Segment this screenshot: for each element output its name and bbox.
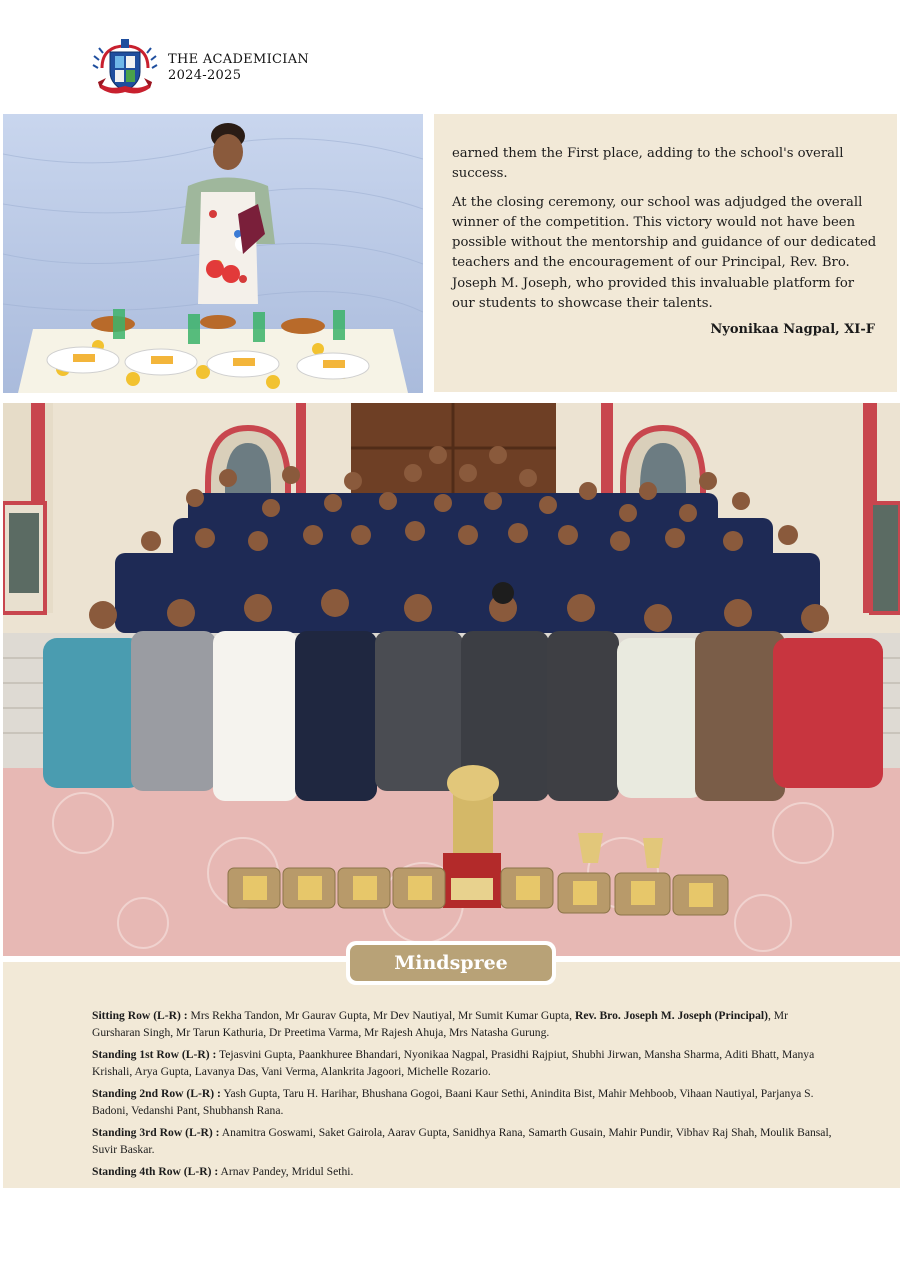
publication-year: 2024-2025 [168,68,242,83]
name-rows [92,1008,832,1187]
article-text-panel [434,114,897,392]
publication-title-block [168,52,309,84]
page-header [92,38,309,98]
standing-row-1-names: Tejasvini Gupta, Paankhuree Bhandari, Nyonikaa Nagpal, Prasidhi Rajpiut, Shubhi Jirwan, Mansha Sharma, Aditi Bhatt, Manya Krishali, Arya Gupta, Lavanya Das, Vani Verma, Alankrita Jagoori, Michelle Rozario. [92,1048,815,1078]
standing-row-2-label: Standing 2nd Row (L-R) : [92,1087,221,1100]
student-food-photo [3,114,423,393]
article-paragraph-2: At the closing ceremony, our school was adjudged the overall winner of the competition. This victory would not have been possible without the mentorship and guidance of our dedicated teachers and the encouragement of our Principal, Rev. Bro. Joseph M. Joseph, who provided this invaluable platform for our students to showcase their talents. [452,194,877,312]
standing-row-4 [92,1164,832,1181]
standing-row-3 [92,1125,832,1158]
article-paragraph-1: earned them the First place, adding to the school's overall success. [452,146,844,182]
publication-title: THE ACADEMICIAN [168,52,310,67]
article-author: Nyonikaa Nagpal, XI-F [710,322,875,338]
standing-row-4-label: Standing 4th Row (L-R) : [92,1165,219,1178]
sitting-row-label: Sitting Row (L-R) : [92,1009,188,1022]
standing-row-1 [92,1047,832,1080]
standing-row-2-names: Yash Gupta, Taru H. Harihar, Bhushana Gogoi, Baani Kaur Sethi, Anindita Bist, Mahir Mehboob, Vihaan Nautiyal, Parjanya S. Badoni, Vedanshi Pant, Shubhansh Rana. [92,1087,814,1117]
sitting-row-names-after: , Mr Gursharan Singh, Mr Tarun Kathuria, Dr Preetima Varma, Mr Rajesh Ahuja, Mrs Natasha Gurung. [92,1009,788,1039]
standing-row-4-names: Arnav Pandey, Mridul Sethi. [218,1165,354,1178]
sitting-row [92,1008,832,1041]
section-title-badge [346,941,556,985]
school-crest-icon [92,38,158,98]
standing-row-3-label: Standing 3rd Row (L-R) : [92,1126,220,1139]
sitting-row-principal: Rev. Bro. Joseph M. Joseph (Principal) [574,1009,768,1022]
standing-row-1-label: Standing 1st Row (L-R) : [92,1048,217,1061]
standing-row-2 [92,1086,832,1119]
standing-row-3-names: Anamitra Goswami, Saket Gairola, Aarav Gupta, Sanidhya Rana, Samarth Gusain, Mahir Pundir, Vibhav Raj Shah, Moulik Bansal, Suvir Baskar. [92,1126,832,1156]
sitting-row-names-before: Mrs Rekha Tandon, Mr Gaurav Gupta, Mr Dev Nautiyal, Mr Sumit Kumar Gupta, [187,1009,575,1022]
group-photo [3,403,900,956]
section-title: Mindspree [350,945,552,981]
